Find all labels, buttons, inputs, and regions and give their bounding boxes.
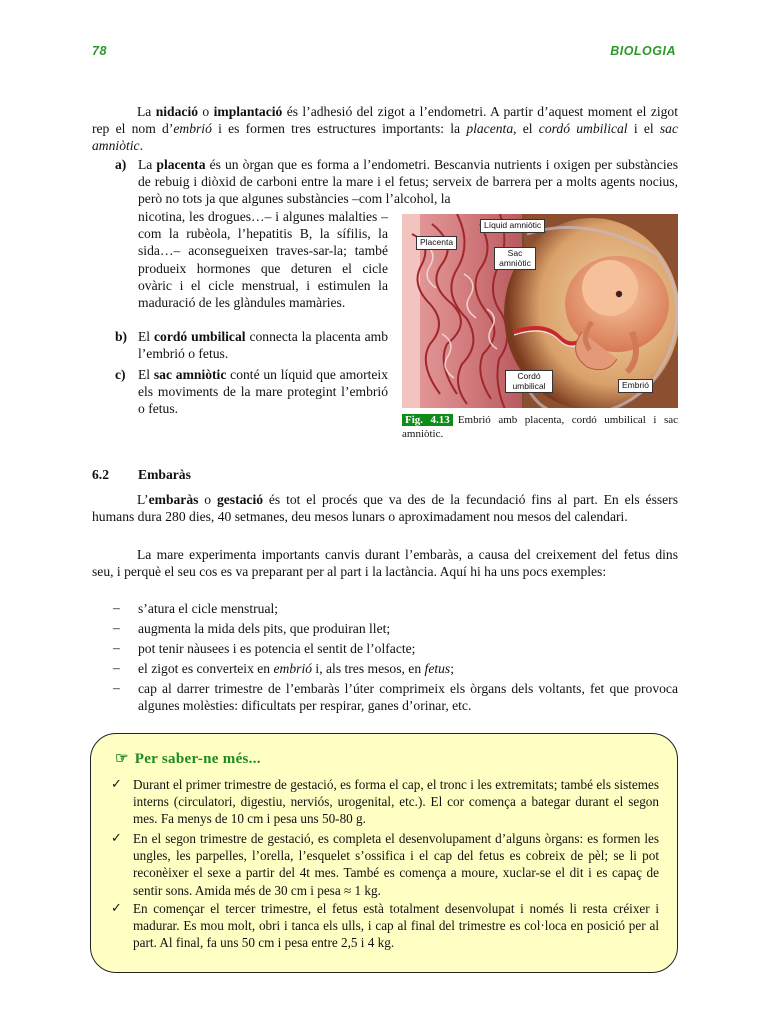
list-label-b: b) (115, 329, 128, 344)
page-number: 78 (92, 44, 107, 58)
info-box-item-3: En començar el tercer trimestre, el fetus està totalment desenvolupat i només li resta créixer i madurar. Es mou molt, obri i tanca els ulls, i cap al final del trimestre es col·loca en posició per al part. Al final, fa uns 50 cm i pesa entre 2,5 i 4 kg. (133, 901, 659, 951)
label-liquid-amniotic: Líquid amniòtic (480, 219, 545, 233)
list-item: augmenta la mida dels pits, que produiran llet; (138, 621, 391, 636)
list-item-c: El sac amniòtic conté un líquid que amorteix els moviments de la mare protegint l’embrió o fetus. (138, 367, 388, 417)
intro-paragraph: La nidació o implantació és l’adhesió del zigot a l’endometri. A partir d’aquest moment el zigot rep el nom d’embrió i es formen tres estructures importants: la placenta, el cordó umbilical i el sac amniòtic. (92, 104, 678, 154)
info-box-title: ☞ Per saber-ne més... (115, 751, 261, 767)
section-paragraph-2: La mare experimenta importants canvis durant l’embaràs, a causa del creixement del fetus dins seu, i perquè el seu cos es va preparant per al part i la lactància. Aquí hi ha uns pocs exemples: (92, 547, 678, 580)
running-header-subject: BIOLOGIA (610, 44, 676, 58)
figure-tag: Fig. 4.13 (402, 414, 453, 426)
list-label-c: c) (115, 367, 126, 382)
dash-icon: – (113, 640, 120, 655)
label-umbilical-cord: Cordó umbilical (505, 370, 553, 393)
list-item-a-top: La placenta és un òrgan que es forma a l’endometri. Bescanvia nutrients i oxigen per substàncies de rebuig i diòxid de carboni entre la mare i el fetus; serveix de barrera per a molts agents nocius, però no tots ja que algunes substàncies –com l’alcohol, la (138, 157, 678, 207)
section-paragraph-1: L’embaràs o gestació és tot el procés que va des de la fecundació fins al part. En els éssers humans dura 280 dies, 40 setmanes, deu mesos lunars o aproximadament nou mesos del calendari. (92, 492, 679, 525)
label-placenta: Placenta (416, 236, 457, 250)
info-box-item-1: Durant el primer trimestre de gestació, es forma el cap, el tronc i les extremitats; també els sistemes interns (circulatori, digestiu, nerviós, urogenital, etc.). El cor comença a bategar durant el segon mes. Fa menys de 10 cm i pesa uns 50-80 g. (133, 777, 659, 827)
figure-caption: Fig. 4.13 Embrió amb placenta, cordó umbilical i sac amniòtic. (402, 414, 678, 440)
list-item: pot tenir nàusees i es potencia el sentit de l’olfacte; (138, 641, 416, 656)
info-box-item-2: En el segon trimestre de gestació, es completa el desenvolupament d’alguns òrgans: es formen les ungles, les parpelles, l’orella, l’esquelet s’ossifica i el cap del fetus es cobreix de pèl; se li pot reconèixer el sexe a partir del 4t mes. També es comença a moure, xuclar-se el dit i es capaç de sentir sons. Amida més de 30 cm i pesa ≈ 1 kg. (133, 831, 659, 898)
section-title: Embaràs (138, 467, 191, 482)
dash-icon: – (113, 600, 120, 615)
label-amniotic-sac: Sac amniòtic (494, 247, 536, 270)
checkmark-icon: ✓ (111, 900, 122, 915)
list-item: s’atura el cicle menstrual; (138, 601, 279, 616)
list-label-a: a) (115, 157, 127, 172)
dash-icon: – (113, 660, 120, 675)
checkmark-icon: ✓ (111, 830, 122, 845)
dash-icon: – (113, 680, 120, 695)
label-embryo: Embrió (618, 379, 653, 393)
embryo-figure (402, 214, 678, 408)
checkmark-icon: ✓ (111, 776, 122, 791)
list-item: el zigot es converteix en embrió i, als tres mesos, en fetus; (138, 661, 455, 676)
dash-icon: – (113, 620, 120, 635)
list-item-a-continued: nicotina, les drogues…– i algunes malalties –com la rubèola, l’hepatitis B, la sífilis, la sida…– aconsegueixen traves-sar-la; també produeix hormones que deturen el cicle ovàric i el cicle menstrual, i estimulen la maduració de les glàndules mamàries. (138, 209, 388, 311)
list-item-b: El cordó umbilical connecta la placenta amb l’embrió o fetus. (138, 329, 388, 362)
pointing-hand-icon: ☞ (115, 751, 129, 767)
section-number: 6.2 (92, 467, 109, 482)
list-item: cap al darrer trimestre de l’embaràs l’úter comprimeix els òrgans dels voltants, fet que provoca algunes molèsties: dificultats per respirar, ganes d’orinar, etc. (138, 681, 678, 714)
